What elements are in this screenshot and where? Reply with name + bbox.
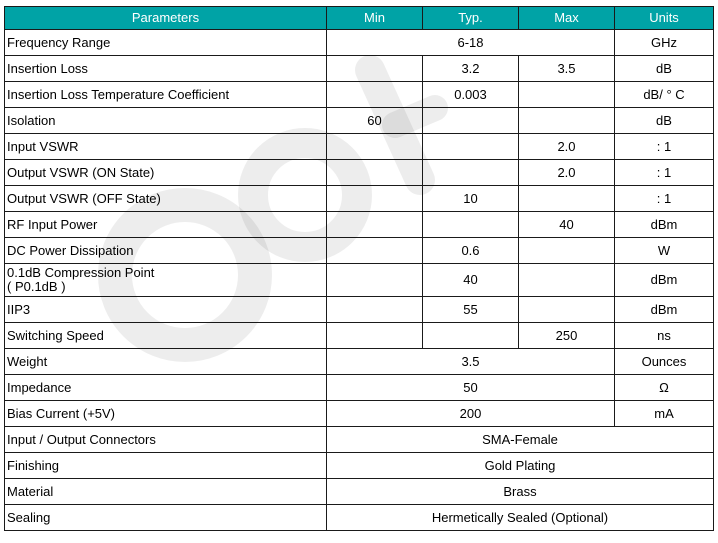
table-row [5, 134, 714, 160]
typ-cell [423, 134, 519, 160]
typ-cell: 0.6 [423, 238, 519, 264]
max-cell: 250 [519, 323, 615, 349]
table-row [5, 479, 714, 505]
table-row [5, 82, 714, 108]
table-row [5, 186, 714, 212]
max-cell [519, 108, 615, 134]
param-cell: Impedance [5, 375, 327, 401]
header-max: Max [519, 7, 615, 30]
value-cell: Hermetically Sealed (Optional) [327, 505, 714, 531]
value-cell: SMA-Female [327, 427, 714, 453]
max-cell [519, 238, 615, 264]
min-cell [327, 297, 423, 323]
table-row [5, 401, 714, 427]
typ-cell: 40 [423, 264, 519, 297]
table-row [5, 160, 714, 186]
header-parameters: Parameters [5, 7, 327, 30]
units-cell: ns [615, 323, 714, 349]
param-cell: RF Input Power [5, 212, 327, 238]
max-cell [519, 264, 615, 297]
max-cell [519, 82, 615, 108]
param-cell: Bias Current (+5V) [5, 401, 327, 427]
max-cell [519, 297, 615, 323]
table-row [5, 505, 714, 531]
param-cell: Output VSWR (OFF State) [5, 186, 327, 212]
typ-cell: 3.2 [423, 56, 519, 82]
table-row [5, 238, 714, 264]
table-row [5, 453, 714, 479]
param-cell: IIP3 [5, 297, 327, 323]
param-cell: Switching Speed [5, 323, 327, 349]
units-cell: dBm [615, 264, 714, 297]
table-row [5, 56, 714, 82]
min-cell [327, 134, 423, 160]
min-cell [327, 82, 423, 108]
min-cell [327, 56, 423, 82]
typ-cell: 55 [423, 297, 519, 323]
value-cell: 50 [327, 375, 615, 401]
min-cell [327, 238, 423, 264]
units-cell: dB [615, 56, 714, 82]
min-cell [327, 212, 423, 238]
param-cell: Isolation [5, 108, 327, 134]
units-cell: dBm [615, 212, 714, 238]
max-cell: 40 [519, 212, 615, 238]
max-cell: 3.5 [519, 56, 615, 82]
value-cell: 3.5 [327, 349, 615, 375]
table-row [5, 323, 714, 349]
table-row [5, 212, 714, 238]
param-cell: Weight [5, 349, 327, 375]
max-cell: 2.0 [519, 134, 615, 160]
header-typ: Typ. [423, 7, 519, 30]
param-cell: Insertion Loss Temperature Coefficient [5, 82, 327, 108]
min-cell [327, 160, 423, 186]
units-cell: Ω [615, 375, 714, 401]
param-cell: Output VSWR (ON State) [5, 160, 327, 186]
typ-cell: 10 [423, 186, 519, 212]
units-cell: : 1 [615, 160, 714, 186]
units-cell: : 1 [615, 134, 714, 160]
table-row [5, 297, 714, 323]
units-cell: mA [615, 401, 714, 427]
units-cell: : 1 [615, 186, 714, 212]
table-row [5, 375, 714, 401]
header-units: Units [615, 7, 714, 30]
param-cell: 0.1dB Compression Point ( P0.1dB ) [5, 264, 327, 297]
value-cell: Gold Plating [327, 453, 714, 479]
param-cell: Frequency Range [5, 30, 327, 56]
param-cell: Material [5, 479, 327, 505]
units-cell: GHz [615, 30, 714, 56]
table-row [5, 427, 714, 453]
table-header-row [5, 7, 714, 30]
param-cell: Insertion Loss [5, 56, 327, 82]
typ-cell [423, 212, 519, 238]
max-cell [519, 186, 615, 212]
max-cell: 2.0 [519, 160, 615, 186]
units-cell: dB [615, 108, 714, 134]
table-row [5, 264, 714, 297]
value-cell: 6-18 [327, 30, 615, 56]
typ-cell [423, 108, 519, 134]
min-cell: 60 [327, 108, 423, 134]
param-cell: Sealing [5, 505, 327, 531]
typ-cell [423, 160, 519, 186]
param-cell: Input VSWR [5, 134, 327, 160]
table-row [5, 30, 714, 56]
units-cell: W [615, 238, 714, 264]
units-cell: dB/ ° C [615, 82, 714, 108]
param-cell: DC Power Dissipation [5, 238, 327, 264]
units-cell: dBm [615, 297, 714, 323]
value-cell: 200 [327, 401, 615, 427]
value-cell: Brass [327, 479, 714, 505]
header-min: Min [327, 7, 423, 30]
table-row [5, 108, 714, 134]
min-cell [327, 186, 423, 212]
table-row [5, 349, 714, 375]
typ-cell: 0.003 [423, 82, 519, 108]
specifications-table [4, 6, 714, 531]
typ-cell [423, 323, 519, 349]
units-cell: Ounces [615, 349, 714, 375]
param-cell: Input / Output Connectors [5, 427, 327, 453]
min-cell [327, 323, 423, 349]
min-cell [327, 264, 423, 297]
param-cell: Finishing [5, 453, 327, 479]
